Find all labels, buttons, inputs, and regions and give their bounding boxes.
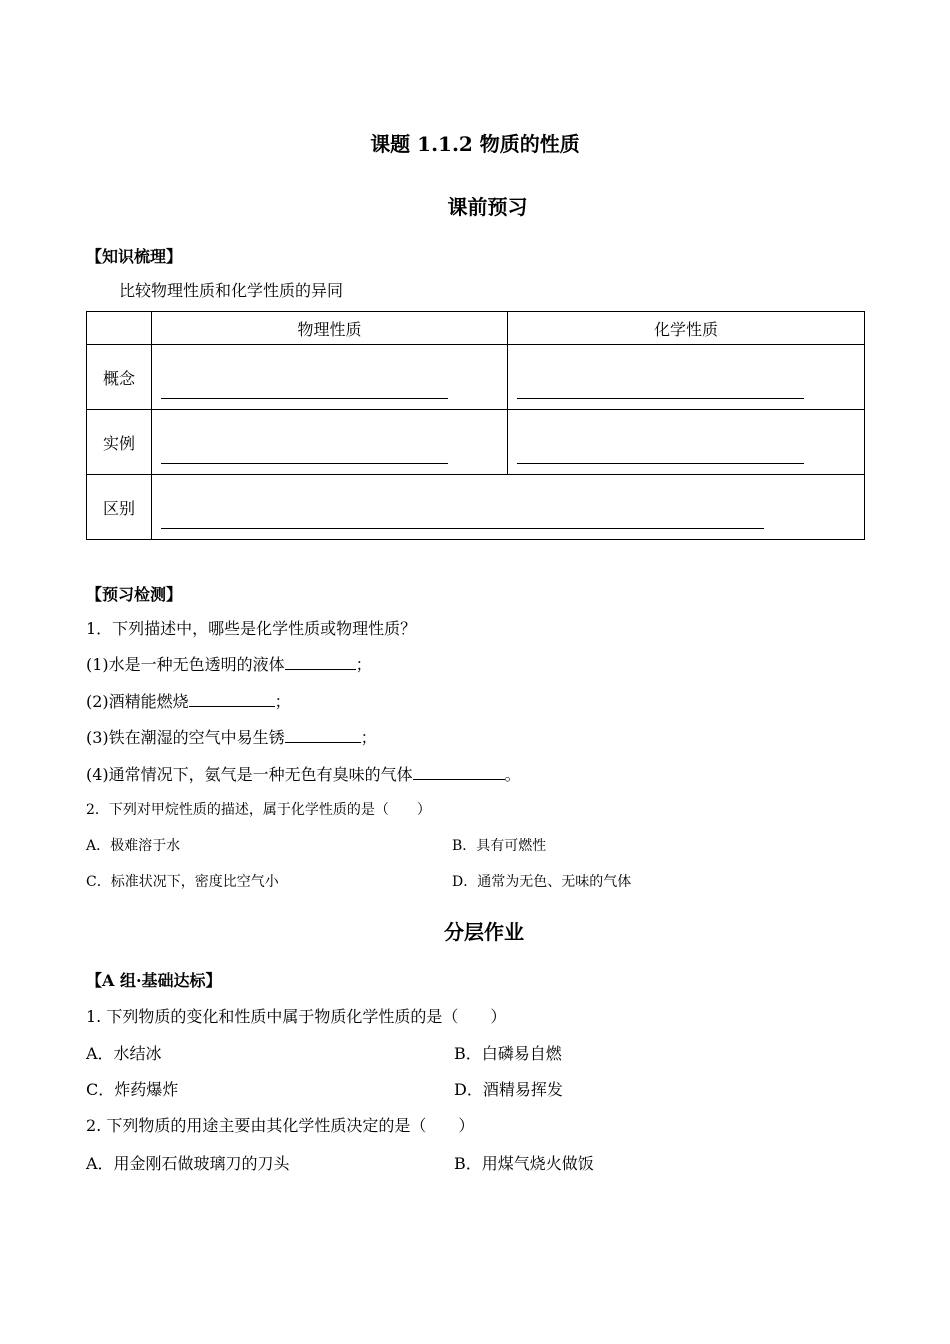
question-1-item-2 (86, 689, 291, 712)
row-label-difference: 区别 (87, 475, 152, 540)
section-title-preview: 课前预习 (447, 195, 528, 219)
question-1-item-1 (86, 652, 372, 675)
item-end: 。 (504, 765, 521, 784)
answer-line (517, 463, 804, 464)
question-2-stem: 2．下列对甲烷性质的描述，属于化学性质的是（ ） (86, 802, 431, 818)
item-text: (4)通常情况下，氨气是一种无色有臭味的气体 (86, 765, 413, 784)
knowledge-heading: 【知识梳理】 (86, 247, 183, 266)
answer-blank[interactable] (189, 692, 275, 707)
cell-difference[interactable] (152, 475, 865, 540)
answer-line (517, 398, 804, 399)
answer-blank[interactable] (285, 728, 361, 743)
q2-option-a[interactable]: A．极难溶于水 (86, 838, 181, 854)
hw-q1-option-a[interactable]: A．水结冰 (86, 1044, 162, 1063)
answer-line (161, 528, 764, 529)
question-1-stem: 1．下列描述中，哪些是化学性质或物理性质？ (86, 619, 417, 638)
cell-concept-chemical[interactable] (508, 345, 865, 410)
hw-q1-option-d[interactable]: D．酒精易挥发 (454, 1080, 563, 1099)
cell-concept-physical[interactable] (152, 345, 508, 410)
answer-line (161, 398, 448, 399)
item-text: (1)水是一种无色透明的液体 (86, 655, 285, 674)
row-label-example: 实例 (87, 410, 152, 475)
q2-option-c[interactable]: C．标准状况下，密度比空气小 (86, 874, 279, 890)
group-a-heading: 【A 组·基础达标】 (86, 971, 222, 990)
column-header-physical: 物理性质 (152, 312, 508, 345)
column-header-chemical: 化学性质 (508, 312, 865, 345)
hw-question-2-stem: 2. 下列物质的用途主要由其化学性质决定的是（ ） (86, 1116, 475, 1135)
answer-blank[interactable] (413, 765, 505, 780)
knowledge-intro: 比较物理性质和化学性质的异同 (119, 281, 344, 300)
item-text: (2)酒精能燃烧 (86, 692, 189, 711)
table-corner-cell (87, 312, 152, 345)
item-end: ； (360, 728, 377, 747)
item-text: (3)铁在潮湿的空气中易生锈 (86, 728, 285, 747)
item-end: ； (274, 692, 291, 711)
lesson-title: 课题 1.1.2 物质的性质 (370, 132, 580, 156)
answer-blank[interactable] (285, 655, 356, 670)
section-title-homework: 分层作业 (444, 920, 524, 944)
hw-q1-option-b[interactable]: B．白磷易自燃 (454, 1044, 562, 1063)
question-1-item-3 (86, 725, 377, 748)
preview-check-heading: 【预习检测】 (86, 585, 183, 604)
hw-q1-option-c[interactable]: C．炸药爆炸 (86, 1080, 179, 1099)
q2-option-b[interactable]: B．具有可燃性 (452, 838, 547, 854)
cell-example-physical[interactable] (152, 410, 508, 475)
answer-line (161, 463, 448, 464)
q2-option-d[interactable]: D．通常为无色、无味的气体 (452, 874, 632, 890)
comparison-table (86, 311, 865, 540)
hw-q2-option-b[interactable]: B．用煤气烧火做饭 (454, 1154, 594, 1173)
cell-example-chemical[interactable] (508, 410, 865, 475)
hw-q2-option-a[interactable]: A．用金刚石做玻璃刀的刀头 (86, 1154, 290, 1173)
row-label-concept: 概念 (87, 345, 152, 410)
hw-question-1-stem: 1. 下列物质的变化和性质中属于物质化学性质的是（ ） (86, 1007, 507, 1026)
question-1-item-4 (86, 762, 521, 785)
item-end: ； (355, 655, 372, 674)
